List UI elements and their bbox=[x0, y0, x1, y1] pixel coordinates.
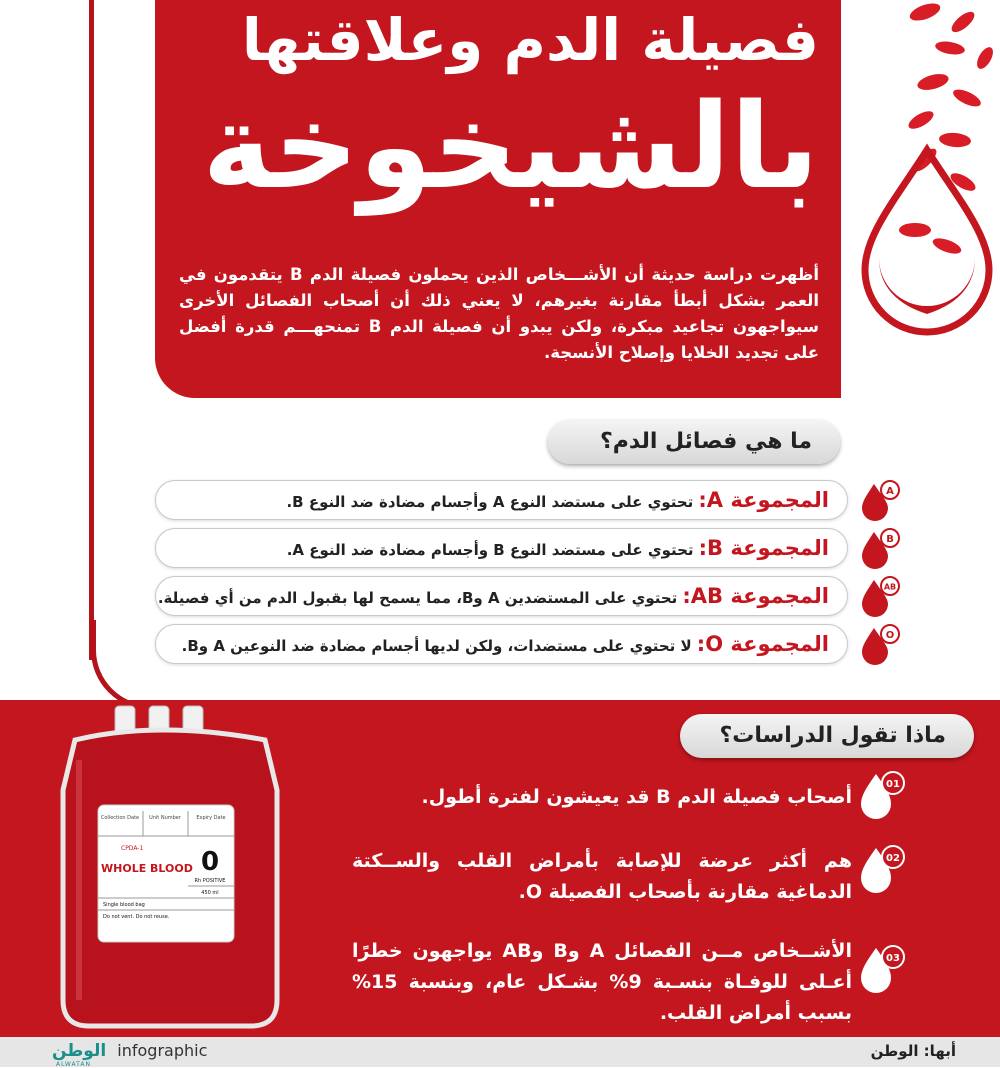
label-product: WHOLE BLOOD bbox=[101, 862, 193, 875]
group-desc: تحتوي على المستضدين A وB، مما يسمح لها بقبول الدم من أي فصيلة. bbox=[157, 589, 678, 607]
group-row-o bbox=[155, 624, 848, 664]
label-bag-type: Single blood bag bbox=[103, 902, 145, 908]
groups-heading: ما هي فصائل الدم؟ bbox=[548, 420, 840, 464]
infographic-label: infographic bbox=[117, 1041, 208, 1060]
number-text: 03 bbox=[886, 953, 900, 964]
footer-brand bbox=[52, 1041, 208, 1068]
footer-bar bbox=[0, 1037, 1000, 1067]
footer-credit: أبها: الوطن bbox=[870, 1042, 956, 1060]
badge-text: B bbox=[886, 534, 894, 545]
number-drop-2-icon bbox=[856, 842, 906, 896]
blood-type-a-icon bbox=[858, 478, 902, 522]
number-text: 02 bbox=[886, 853, 900, 864]
group-row-ab bbox=[155, 576, 848, 616]
label-collection-date: Collection Date bbox=[100, 815, 140, 821]
group-desc: تحتوي على مستضد النوع A وأجسام مضادة ضد النوع B. bbox=[286, 493, 694, 511]
label-rh: Rh POSITIVE bbox=[194, 878, 226, 884]
blood-type-b-icon bbox=[858, 526, 902, 570]
finding-3: الأشــخاص مــن الفصائل A وB وAB يواجهون خطرًا أعـلى للوفـاة بنسـبة 9% بشـكل عام، وبنسبة 15% بسبب أمراض القلب. bbox=[352, 940, 852, 1024]
label-warning: Do not vent. Do not reuse. bbox=[103, 914, 170, 920]
alwatan-logo-sub: ALWATAN bbox=[56, 1061, 91, 1068]
blood-type-ab-icon bbox=[858, 574, 902, 618]
number-drop-1-icon bbox=[856, 768, 906, 822]
group-row-a bbox=[155, 480, 848, 520]
group-name: المجموعة A: bbox=[698, 488, 829, 512]
blood-type-o-icon bbox=[858, 622, 902, 666]
badge-text: AB bbox=[883, 582, 897, 592]
title-line-1: فصيلة الدم وعلاقتها bbox=[241, 6, 819, 74]
group-name: المجموعة AB: bbox=[682, 584, 829, 608]
blood-bag-illustration bbox=[55, 700, 285, 1030]
header-panel bbox=[155, 0, 841, 398]
group-name: المجموعة B: bbox=[698, 536, 829, 560]
blood-tube bbox=[86, 0, 94, 660]
alwatan-logo: الوطن bbox=[52, 1041, 107, 1061]
label-unit-number: Unit Number bbox=[149, 815, 181, 821]
finding-2: هم أكثر عرضة للإصابة بأمراض القلب والســكتة الدماغية مقارنة بأصحاب الفصيلة O. bbox=[352, 850, 852, 903]
group-name: المجموعة O: bbox=[696, 632, 829, 656]
label-expiry-date: Expiry Date bbox=[196, 815, 226, 821]
badge-text: O bbox=[885, 630, 895, 641]
label-blood-type: 0 bbox=[200, 847, 220, 877]
intro-paragraph: أظهرت دراسة حديثة أن الأشـــخاص الذين يحملون فصيلة الدم B يتقدمون في العمر بشكل أبطأ مقارنة بغيرهم، لا يعني ذلك أن أصحاب الفصائل الأخرى سيواجهون تجاعيد مبكرة، ولكن يبدو أن فصيلة الدم B تمنحهـــم قدرة أفضل على تجديد الخلايا وإصلاح الأنسجة. bbox=[179, 265, 820, 362]
blood-drop-cells-icon bbox=[855, 0, 1000, 340]
label-volume: 450 ml bbox=[201, 890, 219, 896]
title-line-2: بالشيخوخة bbox=[202, 77, 819, 215]
group-desc: لا تحتوي على مستضدات، ولكن لديها أجسام مضادة ضد النوعين A وB. bbox=[181, 637, 692, 655]
group-row-b bbox=[155, 528, 848, 568]
badge-text: A bbox=[886, 486, 894, 497]
number-text: 01 bbox=[886, 779, 900, 790]
number-drop-3-icon bbox=[856, 942, 906, 996]
group-desc: تحتوي على مستضد النوع B وأجسام مضادة ضد النوع A. bbox=[286, 541, 694, 559]
studies-heading: ماذا تقول الدراسات؟ bbox=[680, 714, 974, 758]
label-code: CPDA-1 bbox=[121, 845, 144, 852]
finding-1: أصحاب فصيلة الدم B قد يعيشون لفترة أطول. bbox=[421, 786, 852, 808]
